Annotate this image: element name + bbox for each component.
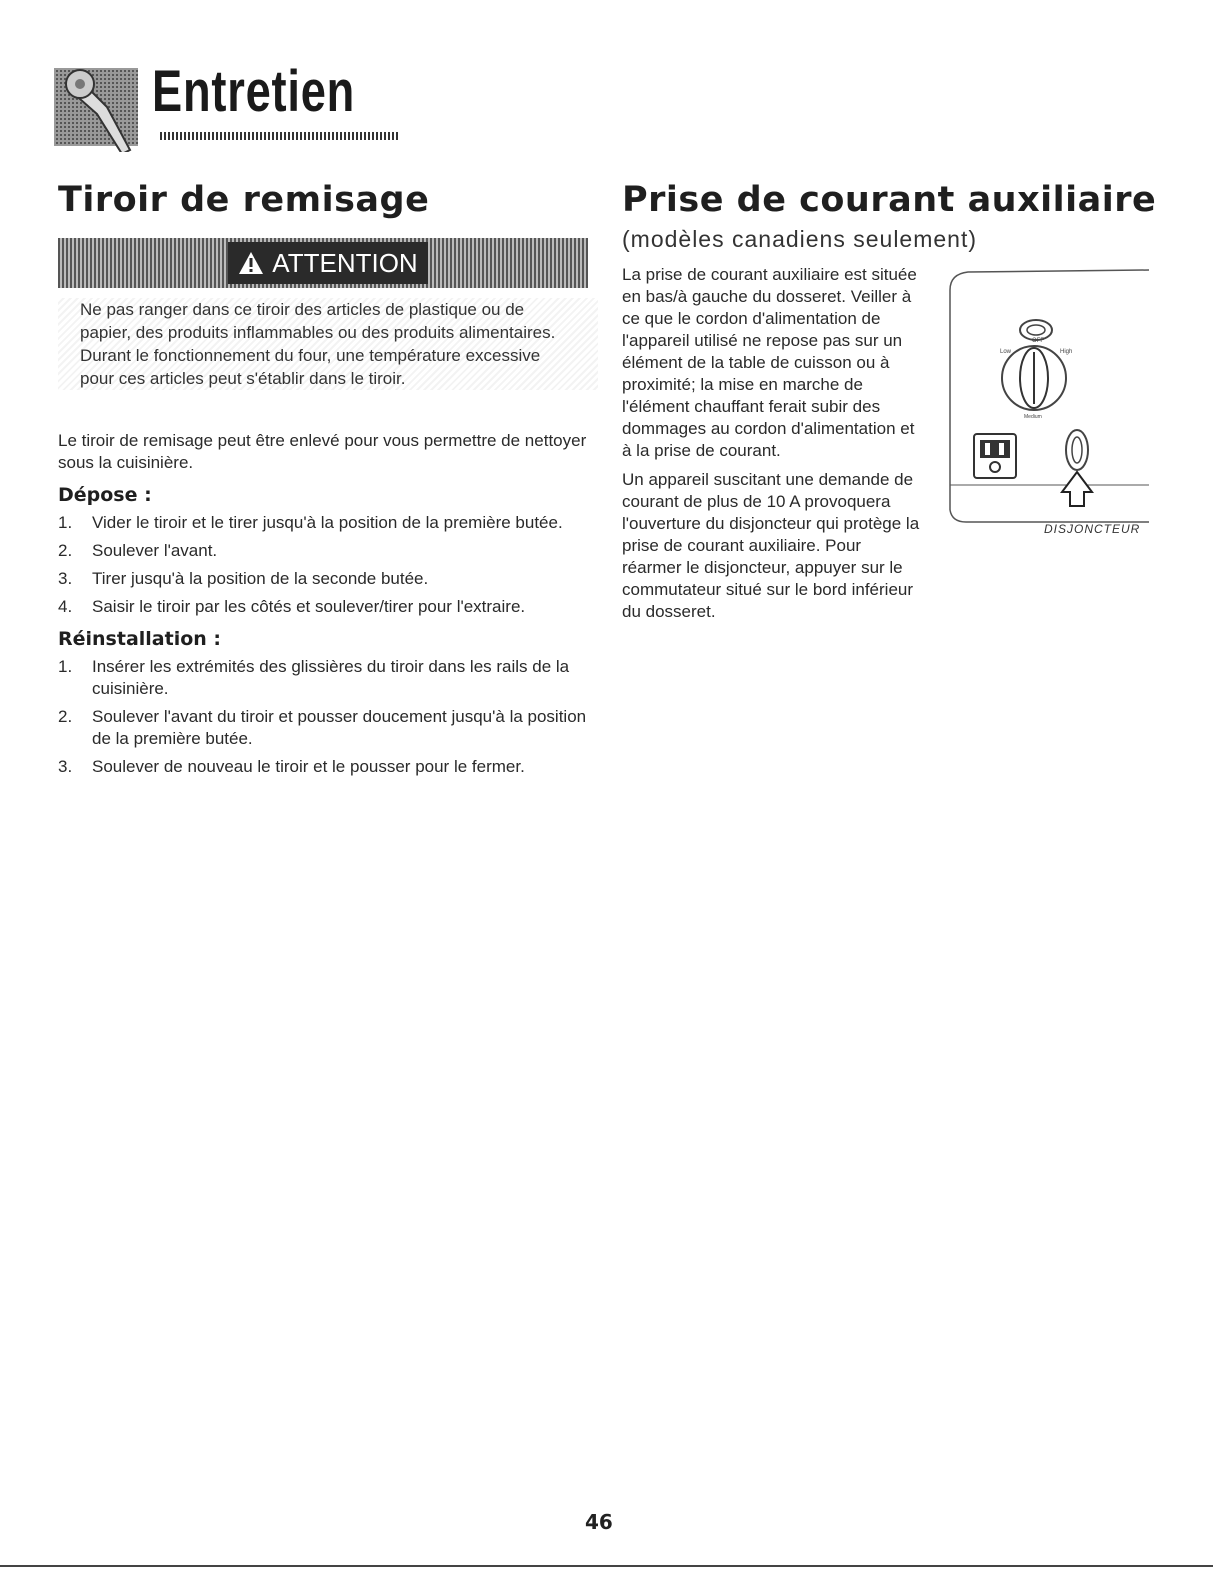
attention-banner (58, 238, 588, 288)
wrench-icon (52, 62, 142, 152)
list-item: 1. Insérer les extrémités des glissières du tiroir dans les rails de la cuisinière. (58, 657, 570, 698)
warning-triangle-icon (238, 251, 264, 275)
paragraph: La prise de courant auxiliaire est située en bas/à gauche du dosseret. Veiller à ce que le cordon d'alimentation de l'appareil utilisé ne repose pas sur un élément de la table de cuisson ou à proximité; la mise en marche de l'élément chauffant ferait subir des dommages au cordon d'alimentation et à la prise de courant. (622, 265, 917, 460)
page-title: Entretien (152, 59, 356, 124)
paragraph: Un appareil suscitant une demande de courant de plus de 10 A provoquera l'ouverture du disjoncteur qui protège la prise de courant auxiliaire. Pour réarmer le disjoncteur, appuyer sur le commutateur situé sur le bord inférieur du dosseret. (622, 470, 920, 621)
auxiliary-outlet-section (622, 180, 1162, 621)
list-item: 2. Soulever l'avant du tiroir et pousser doucement jusqu'à la position de la première butée. (58, 707, 587, 748)
section-subtitle: (modèles canadiens seulement) (622, 226, 978, 252)
list-item: 3. Tirer jusqu'à la position de la seconde butée. (58, 569, 429, 588)
title-underline (160, 132, 398, 140)
install-heading: Réinstallation : (58, 628, 222, 650)
attention-badge (228, 242, 428, 284)
arrow-up-icon (1062, 472, 1092, 506)
storage-drawer-section (58, 180, 598, 784)
intro-paragraph: Le tiroir de remisage peut être enlevé pour vous permettre de nettoyer sous la cuisinière. (58, 431, 587, 472)
footer-rule (0, 1565, 1213, 1567)
removal-heading: Dépose : (58, 484, 152, 506)
knob-label-medium: Medium (1024, 414, 1042, 420)
power-outlet-icon (974, 434, 1016, 478)
list-item: 1. Vider le tiroir et le tirer jusqu'à la position de la première butée. (58, 513, 563, 532)
knob-label-low: Low (1000, 349, 1012, 355)
page-header (52, 52, 356, 152)
section-title: Prise de courant auxiliaire (622, 180, 1157, 220)
list-item: 4. Saisir le tiroir par les côtés et soulever/tirer pour l'extraire. (58, 597, 526, 616)
list-item: 3. Soulever de nouveau le tiroir et le pousser pour le fermer. (58, 757, 525, 776)
illustration-caption: DISJONCTEUR (1044, 522, 1141, 536)
install-steps (58, 656, 598, 778)
control-knob-icon (1002, 346, 1066, 410)
knob-label-high: High (1060, 349, 1073, 355)
backguard-illustration (944, 260, 1149, 530)
list-item: 2. Soulever l'avant. (58, 541, 218, 560)
page-number: 46 (585, 1510, 613, 1534)
section-title: Tiroir de remisage (58, 180, 430, 220)
attention-label: ATTENTION (272, 247, 418, 278)
outlet-text (622, 264, 922, 630)
indicator-light-icon (1020, 320, 1052, 340)
knob-label-off: OFF (1032, 338, 1044, 344)
warning-text: Ne pas ranger dans ce tiroir des articles de plastique ou de papier, des produits inflammables ou des produits alimentaires. Durant le fonctionnement du four, une température excessive pour ces articles peut s'établir dans le tiroir. (58, 298, 598, 390)
breaker-button-icon (1066, 430, 1088, 470)
removal-steps (58, 512, 598, 618)
